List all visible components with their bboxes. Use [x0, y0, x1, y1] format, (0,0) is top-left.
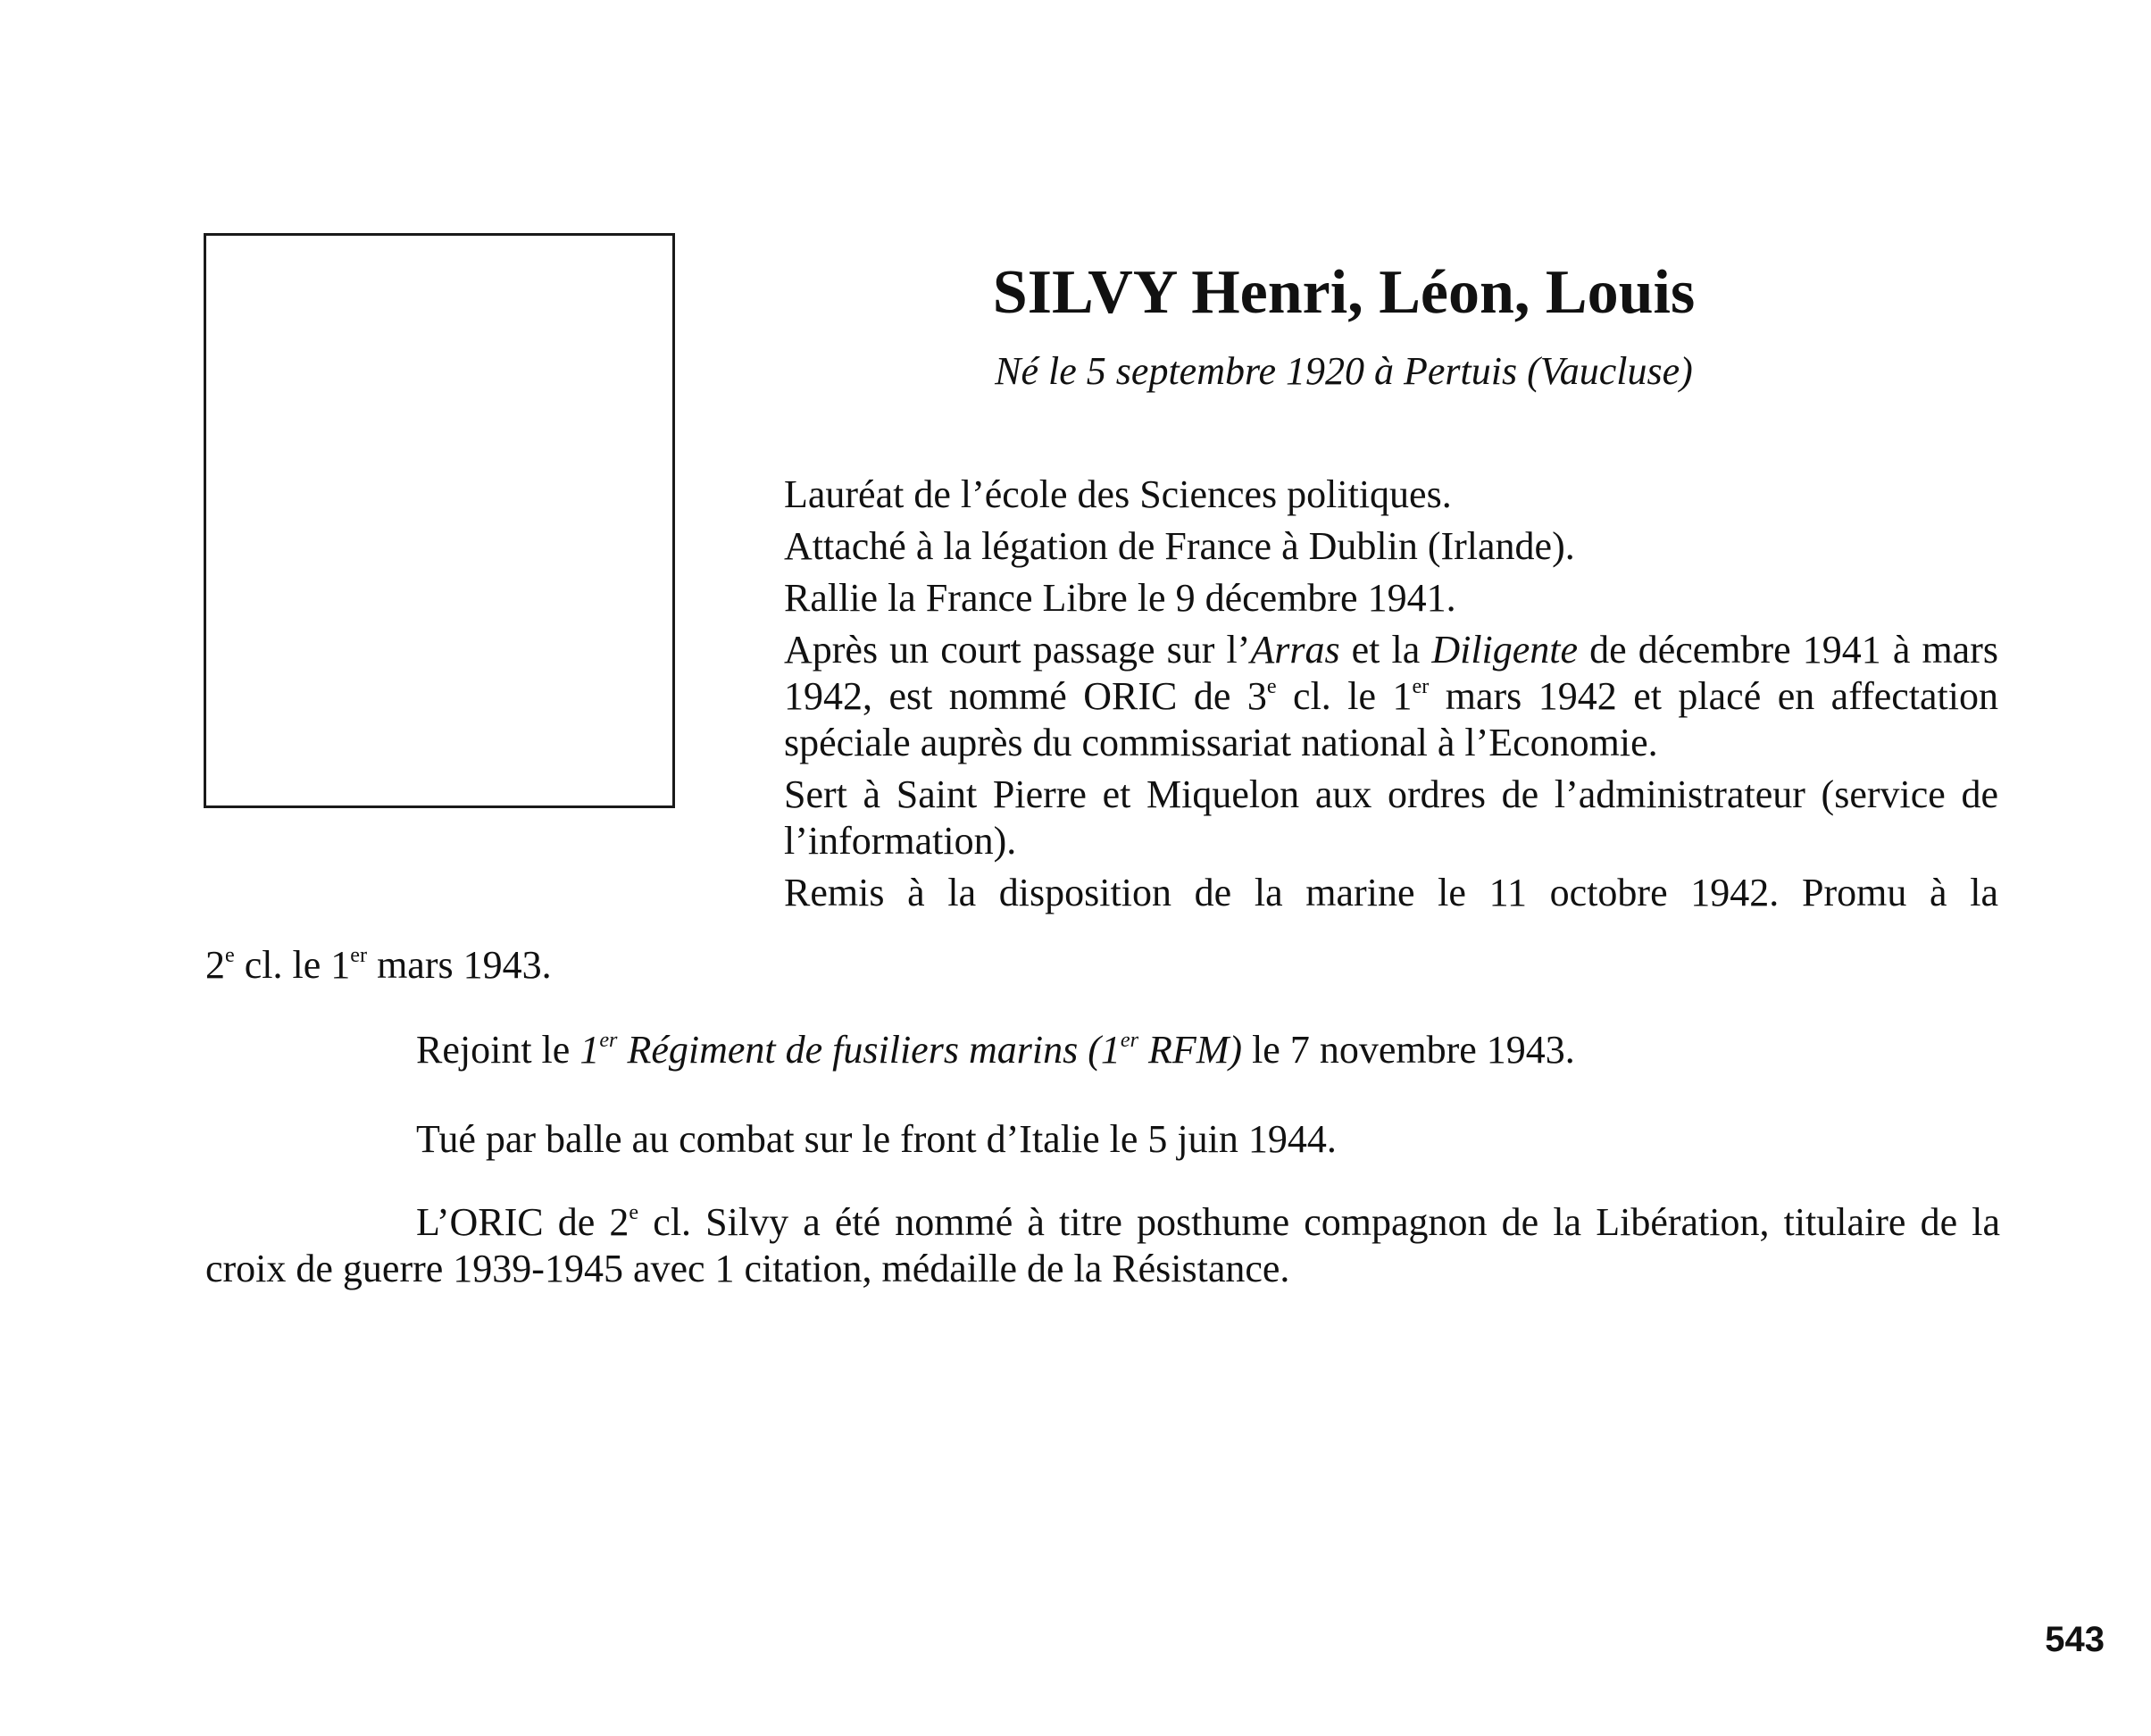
ship-name-arras: Arras — [1250, 628, 1340, 672]
biography-column — [784, 472, 1998, 922]
bio-paragraph-4: Après un court passage sur l’Arras et la Diligente de décembre 1941 à mars 1942, est nommé ORIC de 3e cl. le 1er mars 1942 et placé en affectation spéciale auprès du commissariat national à l’Economie. — [784, 628, 1998, 764]
bio-paragraph-5: Sert à Saint Pierre et Miquelon aux ordres de l’administrateur (service de l’information). — [784, 772, 1998, 863]
bio-line-1: Lauréat de l’école des Sciences politiques. — [784, 472, 1452, 516]
regiment-name: 1er Régiment de fusiliers marins (1er RFM) — [579, 1027, 1243, 1072]
page-title — [893, 257, 1795, 329]
bio-paragraph-8: Tué par balle au combat sur le front d’Italie le 5 juin 1944. — [416, 1117, 1337, 1161]
page-number: 543 — [2045, 1620, 2105, 1659]
given-names: Henri, Léon, Louis — [1191, 258, 1696, 327]
bio-paragraph-6: Remis à la disposition de la marine le 11 octobre 1942. Promu à la — [784, 871, 1998, 914]
bio-paragraph-9: L’ORIC de 2e cl. Silvy a été nommé à titre posthume compagnon de la Libération, titulaire de la croix de guerre 1939-1945 avec 1 citation, médaille de la Résistance. — [205, 1199, 2000, 1290]
bio-line-3: Rallie la France Libre le 9 décembre 1941. — [784, 576, 1456, 620]
bio-paragraph-6-continuation: 2e cl. le 1er mars 1943. — [205, 942, 552, 987]
ship-name-diligente: Diligente — [1431, 628, 1579, 672]
photo-frame — [204, 233, 675, 808]
bio-paragraph-7: Rejoint le 1er Régiment de fusiliers marins (1er RFM) le 7 novembre 1943. — [416, 1027, 1575, 1072]
bio-line-2: Attaché à la légation de France à Dublin (Irlande). — [784, 524, 1575, 568]
surname: SILVY — [992, 258, 1176, 327]
birth-line: Né le 5 septembre 1920 à Pertuis (Vaucluse) — [995, 349, 1693, 393]
